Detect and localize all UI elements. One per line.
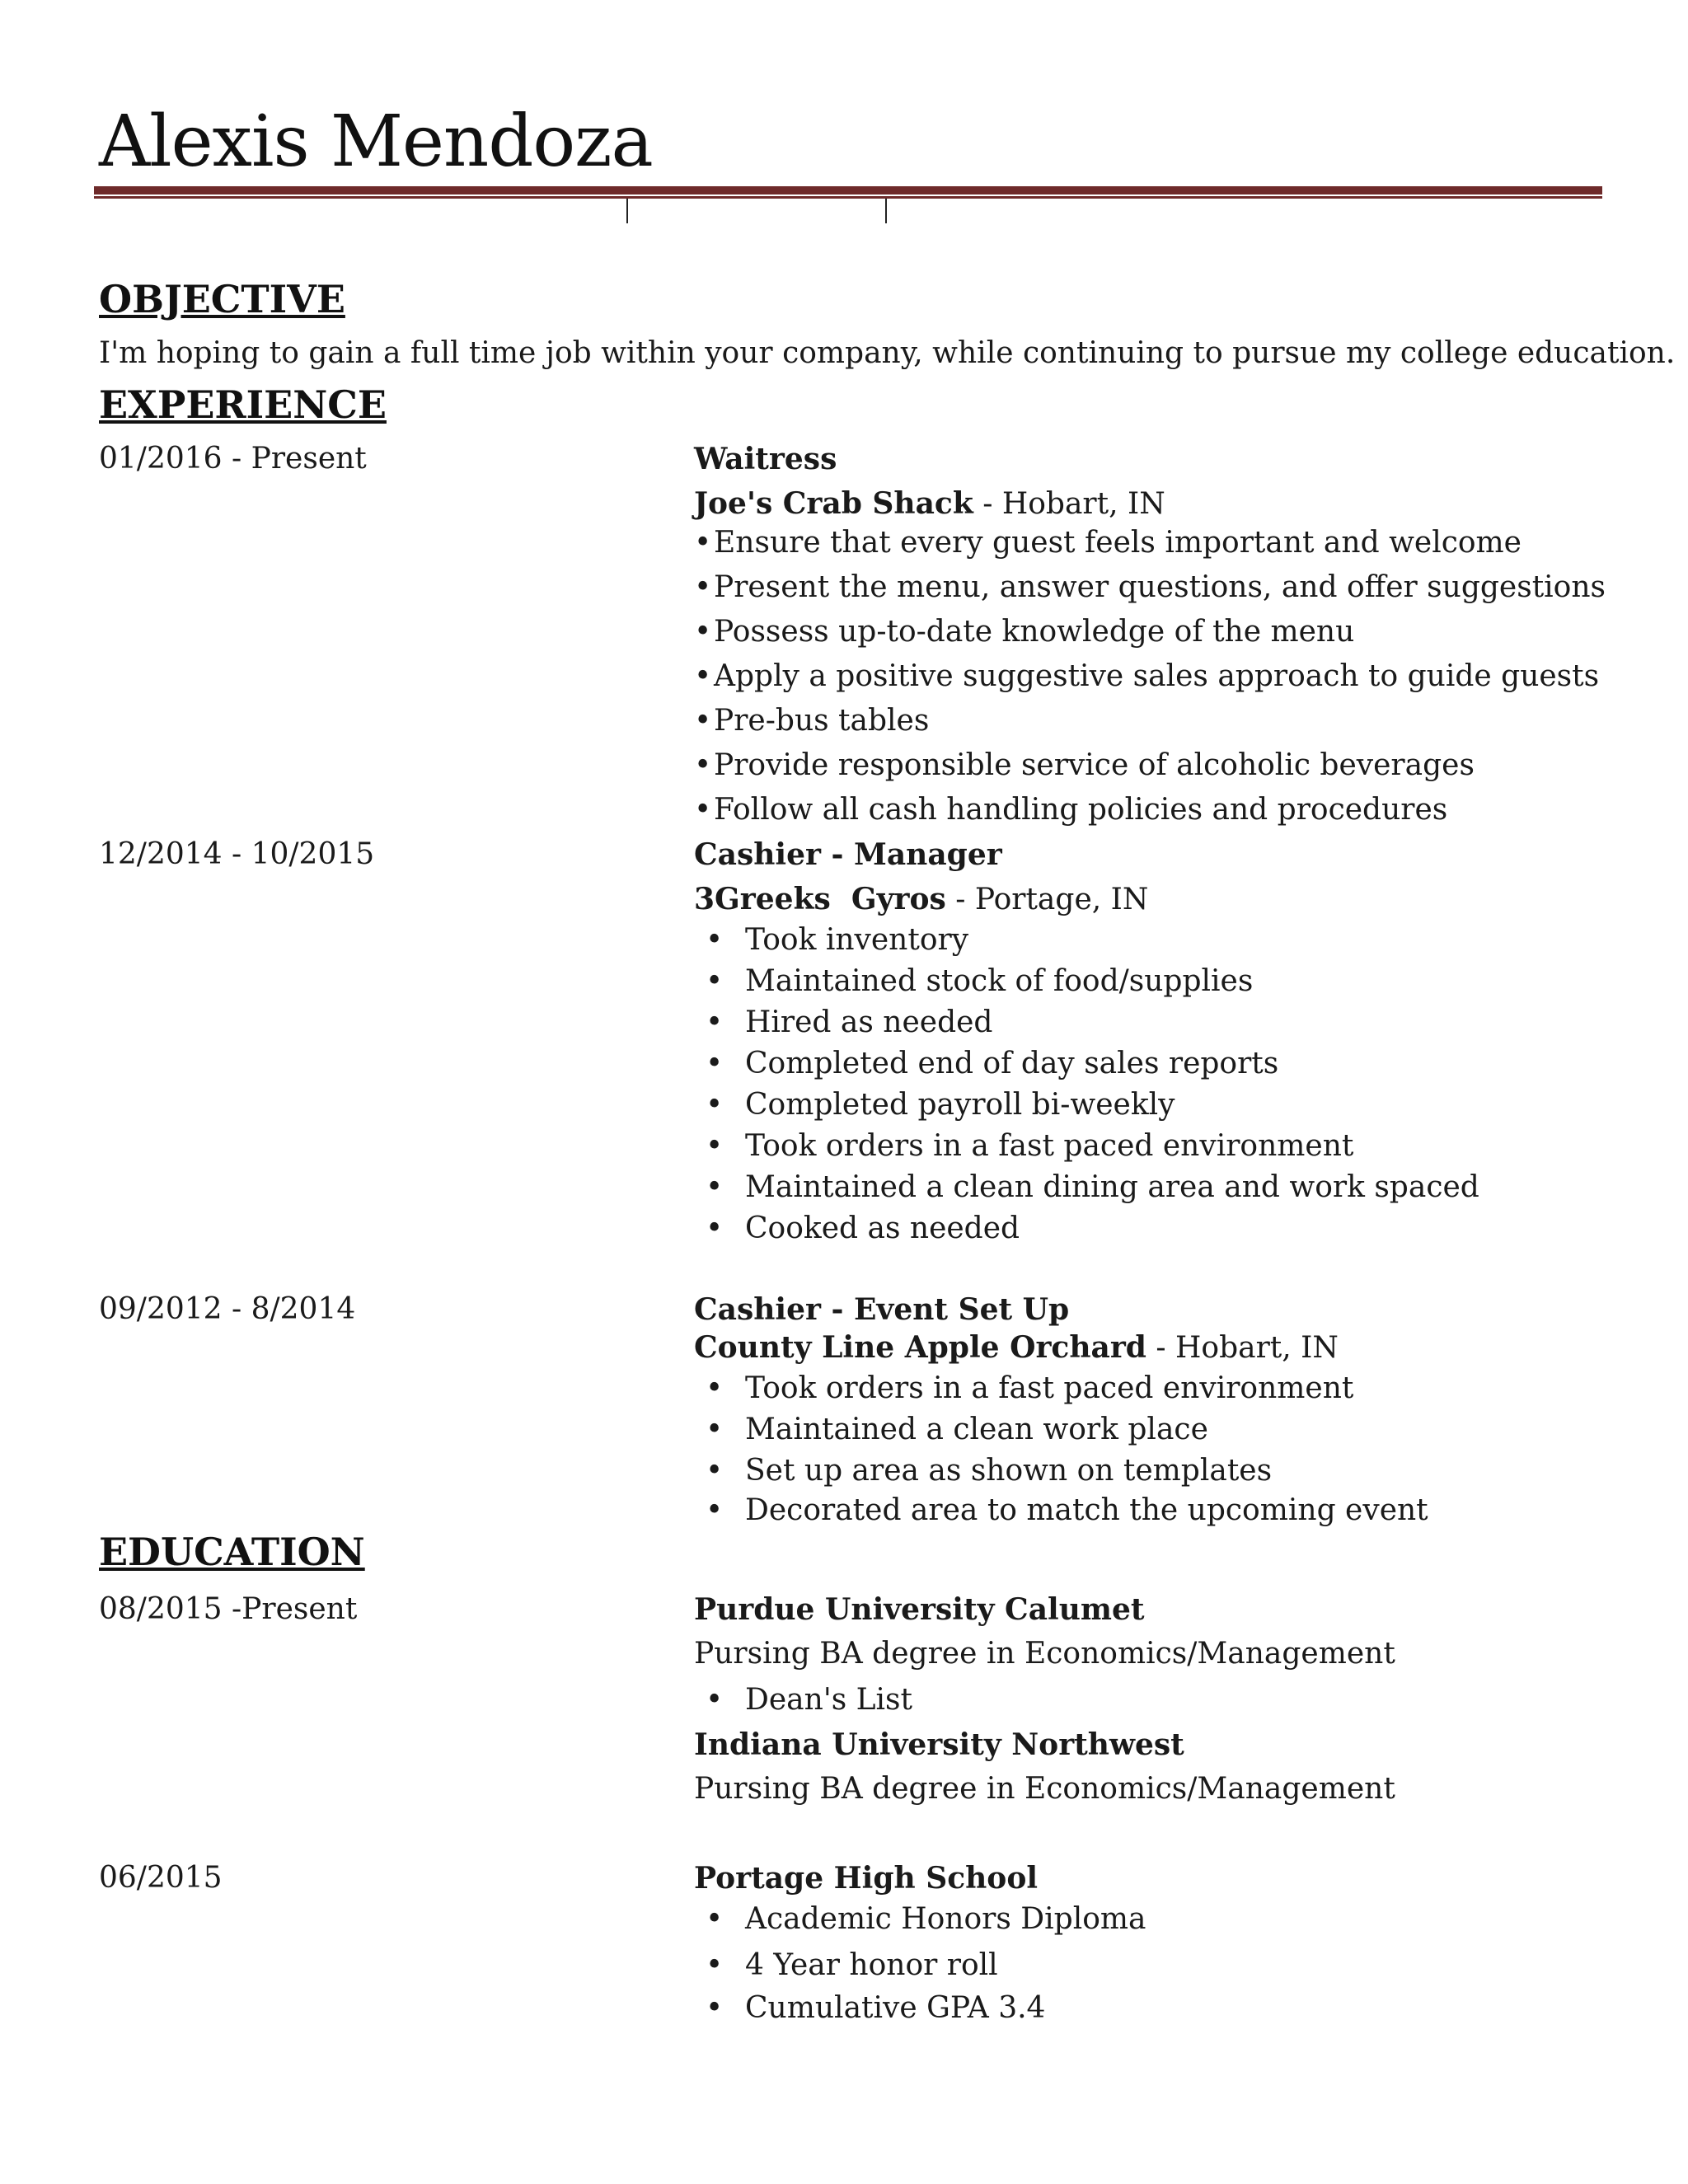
job-bullet: Maintained a clean dining area and work spaced [745, 1170, 1479, 1204]
edu-degree: Pursing BA degree in Economics/Management [694, 1772, 1395, 1806]
bullet-icon: • [706, 1088, 724, 1122]
job-bullet: Pre-bus tables [714, 704, 930, 738]
job-company: Joe's Crab Shack [694, 486, 973, 521]
bullet-icon: • [706, 1948, 724, 1982]
bullet-icon: • [706, 1902, 724, 1936]
edu-bullet: 4 Year honor roll [745, 1948, 998, 1982]
job-bullet: Took inventory [745, 923, 969, 957]
job-company-line [694, 882, 1148, 916]
job-company-line [694, 486, 1165, 521]
bullet-icon: • [694, 570, 712, 604]
job-bullet: Set up area as shown on templates [745, 1454, 1273, 1488]
education-heading: EDUCATION [99, 1530, 365, 1574]
header-tick-right [885, 199, 887, 223]
job-bullet: Took orders in a fast paced environment [745, 1129, 1354, 1163]
job-company-line [694, 1330, 1339, 1365]
bullet-icon: • [694, 748, 712, 782]
job-dates: 12/2014 - 10/2015 [99, 837, 375, 871]
edu-school: Portage High School [694, 1861, 1039, 1896]
bullet-icon: • [694, 704, 712, 738]
bullet-icon: • [706, 1683, 724, 1717]
job-bullet: Took orders in a fast paced environment [745, 1371, 1354, 1405]
job-bullet: Maintained stock of food/supplies [745, 964, 1254, 998]
bullet-icon: • [694, 526, 712, 560]
bullet-icon: • [706, 1454, 724, 1488]
edu-bullet: Academic Honors Diploma [745, 1902, 1146, 1936]
job-bullet: Cooked as needed [745, 1212, 1020, 1245]
header-rule-thin [94, 196, 1602, 199]
bullet-icon: • [706, 1005, 724, 1039]
objective-text: I'm hoping to gain a full time job within your company, while continuing to pursue my college education. [99, 336, 1676, 370]
job-bullet: Present the menu, answer questions, and offer suggestions [714, 570, 1606, 604]
job-bullet: Possess up-to-date knowledge of the menu [714, 615, 1355, 649]
job-dates: 01/2016 - Present [99, 442, 367, 476]
job-bullet: Hired as needed [745, 1005, 993, 1039]
header-rule-thick [94, 186, 1602, 194]
objective-heading: OBJECTIVE [99, 277, 345, 321]
job-title: Waitress [694, 442, 837, 476]
bullet-icon: • [706, 1047, 724, 1080]
bullet-icon: • [706, 964, 724, 998]
edu-bullet: Cumulative GPA 3.4 [745, 1991, 1046, 2025]
job-bullet: Maintained a clean work place [745, 1413, 1208, 1446]
job-location: - Hobart, IN [1146, 1331, 1339, 1365]
job-bullet: Completed end of day sales reports [745, 1047, 1279, 1080]
bullet-icon: • [706, 1212, 724, 1245]
bullet-icon: • [694, 615, 712, 649]
bullet-icon: • [706, 1991, 724, 2025]
bullet-icon: • [706, 923, 724, 957]
bullet-icon: • [706, 1493, 724, 1527]
job-bullet: Completed payroll bi-weekly [745, 1088, 1175, 1122]
edu-bullet: Dean's List [745, 1683, 912, 1717]
bullet-icon: • [706, 1170, 724, 1204]
bullet-icon: • [706, 1129, 724, 1163]
job-bullet: Apply a positive suggestive sales approach to guide guests [714, 659, 1600, 693]
edu-school: Indiana University Northwest [694, 1727, 1184, 1762]
job-bullet: Decorated area to match the upcoming event [745, 1493, 1428, 1527]
job-bullet: Provide responsible service of alcoholic beverages [714, 748, 1475, 782]
job-location: - Portage, IN [945, 883, 1149, 916]
job-bullet: Follow all cash handling policies and procedures [714, 793, 1448, 827]
job-company: 3Greeks Gyros [694, 882, 946, 916]
edu-degree: Pursing BA degree in Economics/Management [694, 1637, 1395, 1671]
bullet-icon: • [706, 1413, 724, 1446]
job-title: Cashier - Event Set Up [694, 1292, 1070, 1327]
job-title: Cashier - Manager [694, 837, 1002, 872]
job-dates: 09/2012 - 8/2014 [99, 1292, 356, 1326]
job-location: - Hobart, IN [982, 487, 1165, 521]
experience-heading: EXPERIENCE [99, 382, 387, 427]
bullet-icon: • [706, 1371, 724, 1405]
candidate-name: Alexis Mendoza [99, 101, 653, 183]
job-company: County Line Apple Orchard [694, 1330, 1146, 1365]
edu-dates: 08/2015 -Present [99, 1592, 358, 1626]
job-bullet: Ensure that every guest feels important and welcome [714, 526, 1522, 560]
header-tick-left [626, 199, 628, 223]
edu-school: Purdue University Calumet [694, 1592, 1145, 1627]
bullet-icon: • [694, 793, 712, 827]
bullet-icon: • [694, 659, 712, 693]
edu-dates: 06/2015 [99, 1861, 223, 1895]
